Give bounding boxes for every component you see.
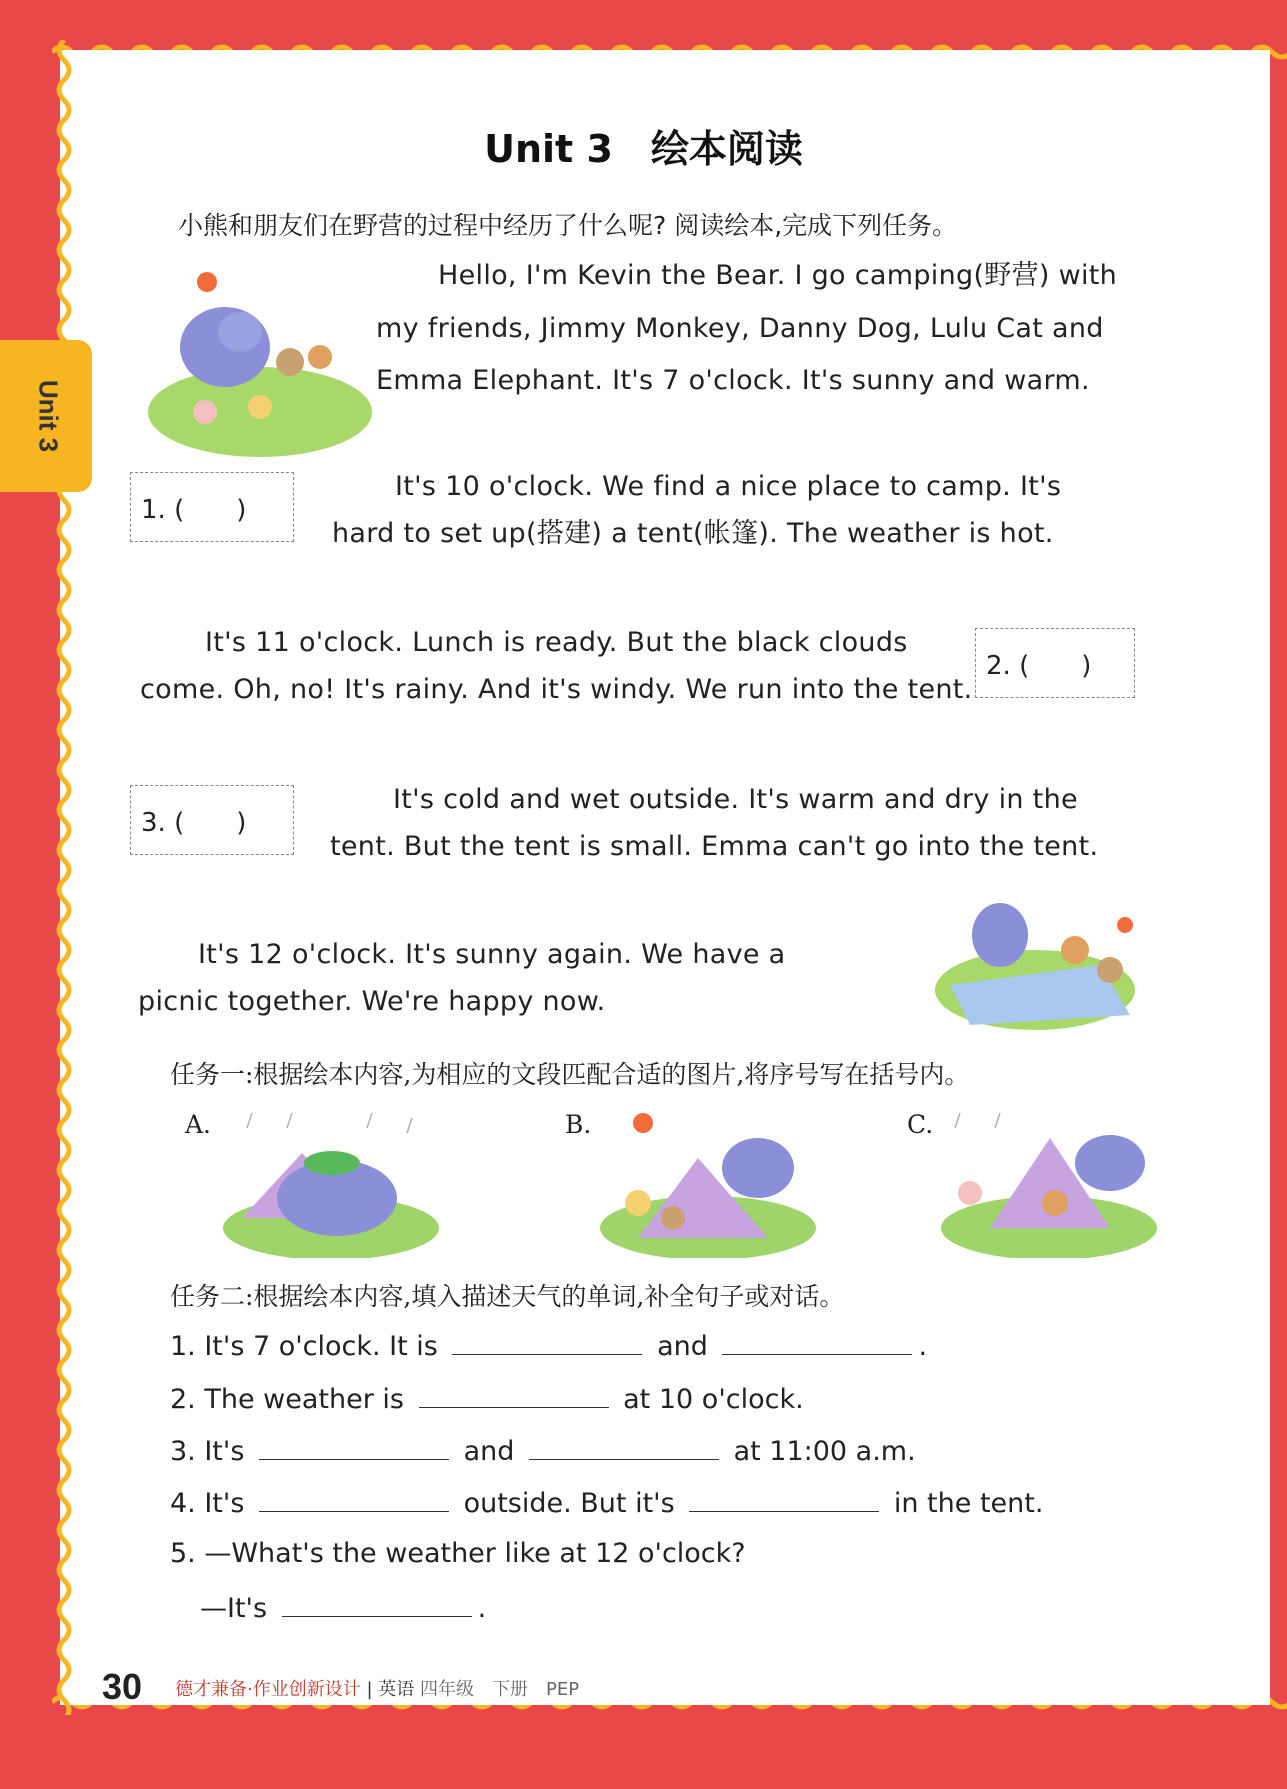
option-b-setting-up-tent-image[interactable]	[598, 1108, 818, 1258]
question-3-end: at 11:00 a.m.	[733, 1436, 916, 1467]
question-1-end: .	[918, 1331, 928, 1362]
question-2-text: 2. The weather is	[170, 1384, 404, 1415]
paragraph-1-line-1: Hello, I'm Kevin the Bear. I go camping(野营) with	[438, 260, 1118, 291]
answer-box-3[interactable]	[130, 785, 294, 855]
sun-icon	[197, 272, 217, 292]
paragraph-4-line-2: tent. But the tent is small. Emma can't go into the tent.	[330, 831, 1099, 862]
task-1-title: 任务一:根据绘本内容,为相应的文段匹配合适的图片,将序号写在括号内。	[170, 1060, 970, 1089]
question-3	[170, 1433, 916, 1467]
picnic-illustration	[930, 895, 1140, 1035]
page-title: Unit 3 绘本阅读	[484, 127, 803, 171]
question-3-text: 3. It's	[170, 1436, 245, 1467]
question-4-end: in the tent.	[893, 1488, 1044, 1519]
answer-box-1[interactable]	[130, 472, 294, 542]
question-4-middle: outside. But it's	[463, 1488, 675, 1519]
question-1	[170, 1328, 927, 1362]
question-5-answer-text: —It's	[200, 1593, 268, 1624]
answer-blank[interactable]	[259, 1485, 449, 1512]
question-5-end: .	[477, 1593, 487, 1624]
wavy-border-left	[52, 40, 76, 1715]
question-2-end: at 10 o'clock.	[623, 1384, 804, 1415]
option-c-animals-in-tent-image[interactable]	[940, 1108, 1158, 1258]
footer-grade: 四年级 下册 PEP	[420, 1679, 580, 1700]
answer-blank[interactable]	[282, 1590, 472, 1617]
answer-blank[interactable]	[419, 1381, 609, 1408]
paragraph-2-line-2: hard to set up(搭建) a tent(帐篷). The weather is hot.	[332, 518, 1054, 549]
page-number: 30	[102, 1666, 143, 1707]
task-2-title: 任务二:根据绘本内容,填入描述天气的单词,补全句子或对话。	[170, 1282, 845, 1311]
footer-series-name: 德才兼备·作业创新设计	[175, 1679, 361, 1700]
paragraph-3-line-2: come. Oh, no! It's rainy. And it's windy. We run into the tent.	[140, 674, 973, 705]
paragraph-2-line-1: It's 10 o'clock. We find a nice place to camp. It's	[395, 471, 1062, 502]
sun-icon	[1117, 917, 1133, 933]
answer-blank[interactable]	[259, 1433, 449, 1460]
leaf-umbrella-icon	[304, 1151, 360, 1175]
answer-box-2[interactable]	[975, 628, 1135, 698]
answer-blank[interactable]	[452, 1328, 642, 1355]
answer-blank[interactable]	[529, 1433, 719, 1460]
answer-blank[interactable]	[722, 1328, 912, 1355]
question-1-text: 1. It's 7 o'clock. It is	[170, 1331, 438, 1362]
option-a-rainy-tent-image[interactable]	[222, 1108, 440, 1258]
unit-side-tab-label: Unit 3	[33, 379, 64, 453]
intro-instruction: 小熊和朋友们在野营的过程中经历了什么呢? 阅读绘本,完成下列任务。	[178, 211, 958, 240]
question-4-text: 4. It's	[170, 1488, 245, 1519]
footer-series: 德才兼备·作业创新设计 | 英语 四年级 下册 PEP	[175, 1679, 580, 1700]
sun-icon	[633, 1113, 653, 1133]
paragraph-1-line-2: my friends, Jimmy Monkey, Danny Dog, Lulu Cat and	[376, 313, 1104, 344]
answer-box-3-label: 3. ( )	[141, 807, 247, 838]
paragraph-5-line-1: It's 12 o'clock. It's sunny again. We have a	[198, 939, 786, 970]
option-c-label: C.	[907, 1110, 934, 1139]
paragraph-3-line-1: It's 11 o'clock. Lunch is ready. But the black clouds	[205, 627, 908, 658]
question-4	[170, 1485, 1043, 1519]
question-2	[170, 1381, 804, 1415]
question-5-answer-line	[200, 1590, 486, 1624]
question-1-and: and	[657, 1331, 708, 1362]
answer-box-2-label: 2. ( )	[986, 650, 1092, 681]
paragraph-5-line-2: picnic together. We're happy now.	[138, 986, 606, 1017]
question-3-and: and	[463, 1436, 515, 1467]
unit-side-tab	[0, 340, 92, 492]
animals-meeting-illustration	[145, 262, 375, 462]
option-b-label: B.	[565, 1110, 592, 1139]
footer-subject: 英语	[378, 1679, 415, 1700]
option-a-label: A.	[185, 1110, 212, 1139]
answer-blank[interactable]	[689, 1485, 879, 1512]
answer-box-1-label: 1. ( )	[141, 494, 247, 525]
question-5: 5. —What's the weather like at 12 o'clock?	[170, 1538, 746, 1569]
paragraph-4-line-1: It's cold and wet outside. It's warm and dry in the	[393, 784, 1078, 815]
paragraph-1-line-3: Emma Elephant. It's 7 o'clock. It's sunny and warm.	[376, 365, 1090, 396]
